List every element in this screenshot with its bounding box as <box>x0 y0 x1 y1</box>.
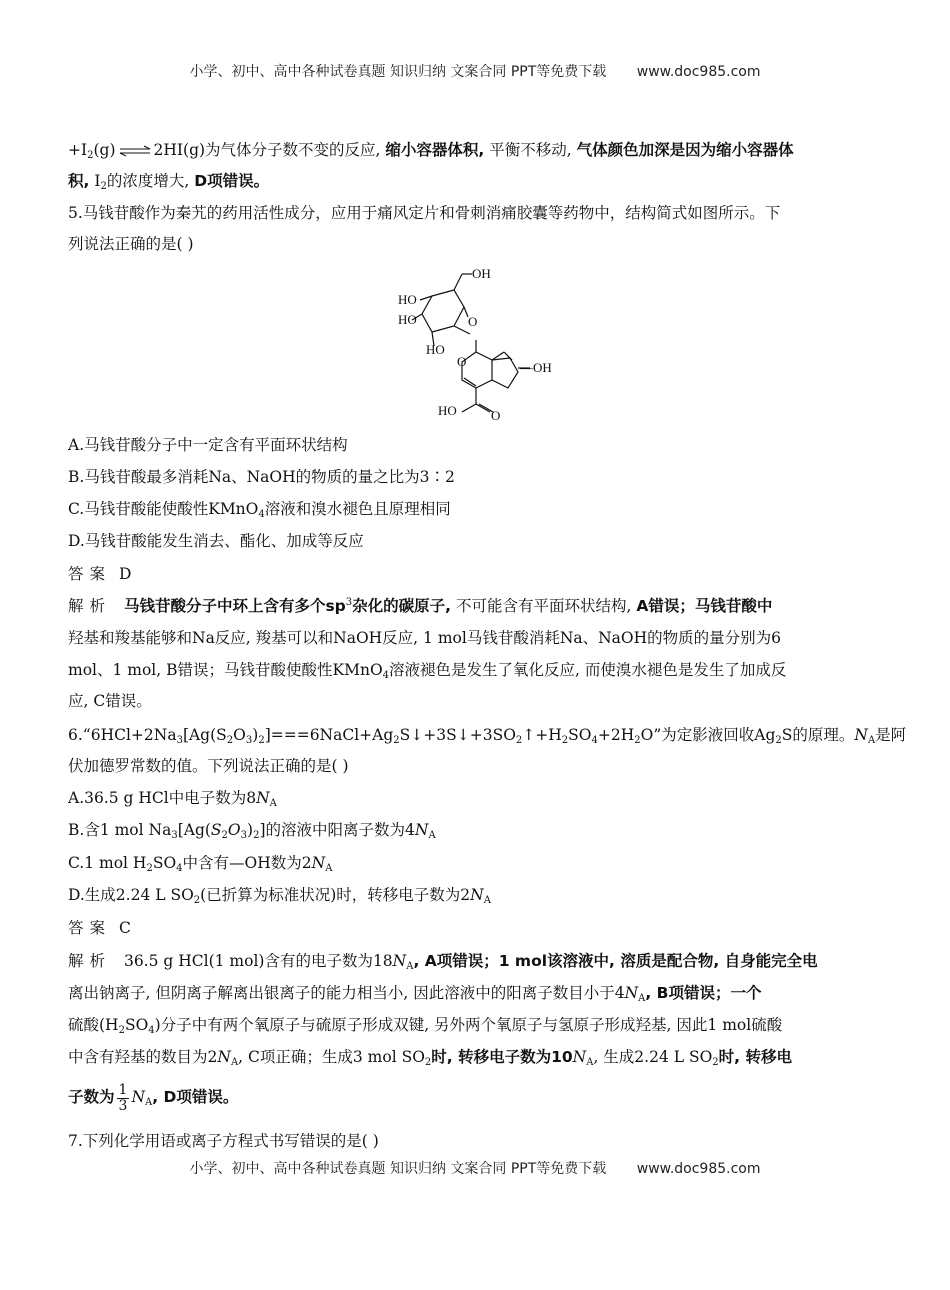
fraction-one-third: $\frac{1}{3}$ <box>118 1081 128 1114</box>
q6-option-a: A.36.5 g HCl中电子数为$8N_A$ <box>68 789 277 809</box>
q5-explanation-line1: 解析 马钱苷酸分子中环上含有多个$sp^3$杂化的碳原子, 不可能含有平面环状结构, A错误；马钱苷酸中 <box>68 597 773 615</box>
structure-label-o-carbonyl: O <box>491 408 501 422</box>
prev-explanation-line2: 积, $I_2$的浓度增大, D项错误。 <box>68 172 270 192</box>
footer-url[interactable]: www.doc985.com <box>636 1161 761 1177</box>
q5-explanation-line4: 应, C错误。 <box>68 692 152 710</box>
structure-label-o-ring: O <box>457 354 467 369</box>
structure-label-ho-1: HO <box>398 292 417 307</box>
structure-label-ho-2: HO <box>398 312 417 327</box>
prev-explanation-line1: $+I_2(g)$ 2HI(g)为气体分子数不变的反应, 缩小容器体积, 平衡不移动, 气体颜色加深是因为缩小容器体 <box>68 141 794 161</box>
q5-stem-line2: 列说法正确的是( ) <box>68 235 194 253</box>
structure-label-ho-3: HO <box>426 342 445 357</box>
q6-answer: 答案 C <box>68 919 131 937</box>
q6-option-d: D.生成2.24 L $SO_2$(已折算为标准状况)时，转移电子数为$2N_A$ <box>68 886 491 906</box>
q6-stem-line2: 伏加德罗常数的值。下列说法正确的是( ) <box>68 757 349 775</box>
structure-label-o-link: O <box>468 314 478 329</box>
q6-explanation-line1: 解析 36.5 g HCl(1 mol)含有的电子数为$18N_A$, A项错误；1 mol该溶液中, 溶质是配合物, 自身能完全电 <box>68 952 818 972</box>
footer-text: 小学、初中、高中各种试卷真题 知识归纳 文案合同 PPT等免费下载 <box>189 1161 607 1177</box>
q6-option-c: C.1 mol $H_2SO_4$中含有—OH数为$2N_A$ <box>68 854 333 874</box>
q5-explanation-line3: mol、1 mol, B错误；马钱苷酸使酸性KMnO$_4$溶液褪色是发生了氧化反应, 而使溴水褪色是发生了加成反 <box>68 661 787 681</box>
page-header <box>0 61 950 81</box>
structure-label-oh-right: —OH <box>520 360 552 375</box>
q6-option-b: B.含1 mol $Na_3[Ag(S_2O_3)_2]$的溶液中阳离子数为$4N_A$ <box>68 821 436 841</box>
q7-stem: 7.下列化学用语或离子方程式书写错误的是( ) <box>68 1132 379 1150</box>
structure-label-cooh: HO <box>438 403 457 418</box>
header-url[interactable]: www.doc985.com <box>636 64 761 80</box>
q5-option-a: A.马钱苷酸分子中一定含有平面环状结构 <box>68 436 348 454</box>
q5-option-b: B.马钱苷酸最多消耗Na、NaOH的物质的量之比为3∶2 <box>68 468 455 486</box>
q5-structure-diagram <box>390 262 560 422</box>
q6-explanation-line2: 离出钠离子, 但阴离子解离出银离子的能力相当小, 因此溶液中的阳离子数目小于$4N_A$, B项错误；一个 <box>68 984 762 1004</box>
q5-option-c: C.马钱苷酸能使酸性KMnO$_4$溶液和溴水褪色且原理相同 <box>68 500 451 520</box>
q5-explanation-line2: 羟基和羧基能够和Na反应, 羧基可以和NaOH反应, 1 mol马钱苷酸消耗Na、NaOH的物质的量分别为6 <box>68 629 782 647</box>
q6-explanation-line4: 中含有羟基的数目为$2N_A$, C项正确；生成3 mol $SO_2$时, 转移电子数为$10N_A$, 生成2.24 L $SO_2$时, 转移电 <box>68 1048 792 1068</box>
q5-stem-line1: 5.马钱苷酸作为秦艽的药用活性成分，应用于痛风定片和骨刺消痛胶囊等药物中，结构简式如图所示。下 <box>68 204 781 222</box>
q6-explanation-line5: 子数为 $\frac{1}{3}$ $N_A$, D项错误。 <box>68 1081 239 1114</box>
page-footer <box>0 1158 950 1178</box>
q5-option-d: D.马钱苷酸能发生消去、酯化、加成等反应 <box>68 532 364 550</box>
structure-label-oh-top: OH <box>472 266 491 281</box>
equilibrium-arrow-icon <box>118 145 152 157</box>
q6-stem-line1: $6.“6HCl+2Na_3[Ag(S_2O_3)_2]===6NaCl+Ag_2S↓+3S↓+3SO_2↑+H_2SO_4+2H_2O$”为定影液回收$Ag_2S$的原理。$N_A$是阿 <box>68 726 907 746</box>
q5-answer: 答案 D <box>68 565 132 583</box>
header-text: 小学、初中、高中各种试卷真题 知识归纳 文案合同 PPT等免费下载 <box>189 64 607 80</box>
q6-explanation-line3: 硫酸$(H_2SO_4)$分子中有两个氧原子与硫原子形成双键, 另外两个氧原子与氢原子形成羟基, 因此1 mol硫酸 <box>68 1016 783 1036</box>
